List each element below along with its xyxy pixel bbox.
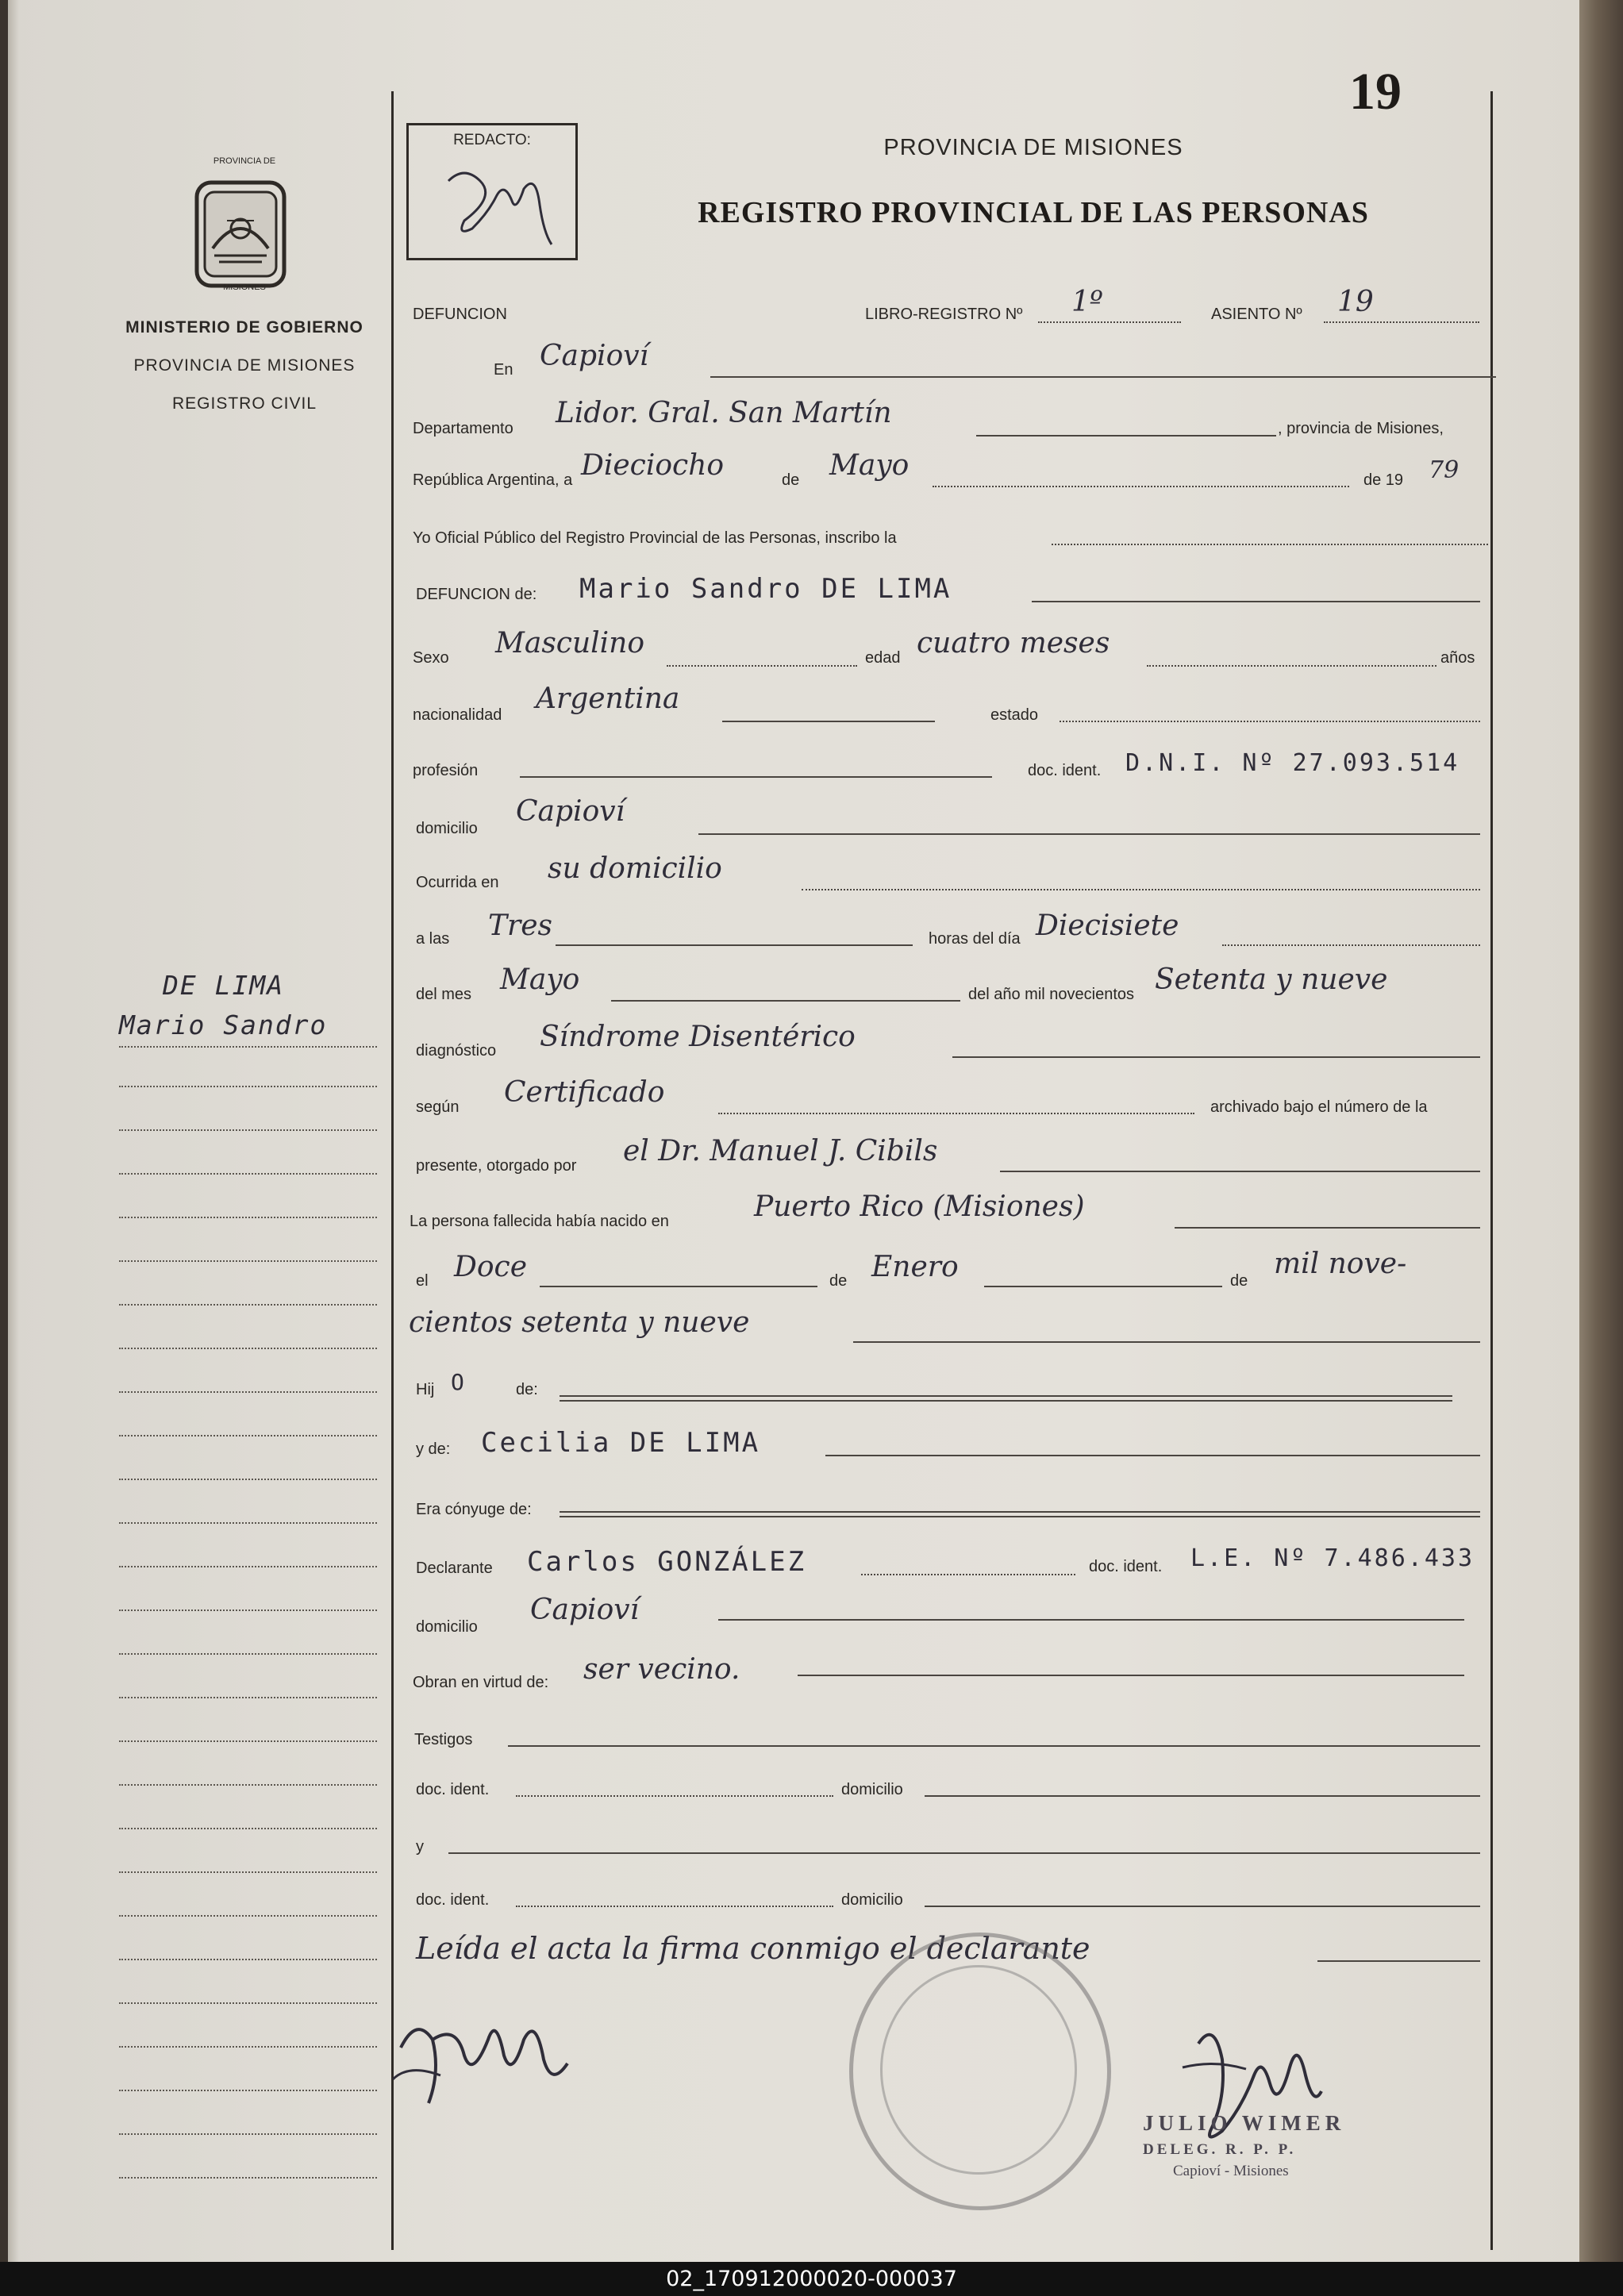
- margin-line: [119, 2090, 377, 2091]
- mes-fallecimiento-line: [611, 1000, 960, 1002]
- margin-line: [119, 1610, 377, 1611]
- deceased-name-value: Mario Sandro DE LIMA: [579, 573, 952, 605]
- testigo2-line: [448, 1852, 1480, 1854]
- madre-line: [825, 1455, 1480, 1456]
- sexo-line: [667, 665, 857, 667]
- file-caption: 02_170912000020-000037: [0, 2262, 1623, 2296]
- persona-nacido-label: La persona fallecida había nacido en: [410, 1213, 669, 1230]
- margin-line: [119, 2046, 377, 2048]
- margin-line: [119, 1086, 377, 1087]
- margin-line: [119, 2133, 377, 2135]
- margin-line: [119, 1348, 377, 1349]
- hora-value: Tres: [488, 910, 552, 942]
- testigos-line: [508, 1745, 1480, 1747]
- testigo2-doc-line: [516, 1906, 833, 1907]
- declarante-domicilio-line: [718, 1619, 1464, 1621]
- margin-line: [119, 2002, 377, 2004]
- de-label-3: de: [1230, 1272, 1248, 1290]
- stamp-inner-ring: [880, 1965, 1077, 2175]
- del-mes-label: del mes: [416, 986, 472, 1003]
- margin-line: [119, 1522, 377, 1524]
- yo-oficial-label: Yo Oficial Público del Registro Provincial de las Personas, inscribo la: [413, 529, 897, 547]
- lugar-nacimiento-value: Puerto Rico (Misiones): [754, 1190, 1085, 1223]
- edad-label: edad: [865, 649, 901, 667]
- margin-line: [119, 1046, 377, 1048]
- margin-given-names: Mario Sandro: [119, 1010, 328, 1040]
- declarante-label: Declarante: [416, 1560, 493, 1577]
- padre-line-2: [560, 1400, 1452, 1402]
- declarante-domicilio-label: domicilio: [416, 1618, 478, 1636]
- page-fold: [8, 0, 19, 2262]
- official-name: JULIO WIMER: [1143, 2111, 1346, 2135]
- margin-line: [119, 1217, 377, 1218]
- horas-dia-label: horas del día: [929, 930, 1021, 948]
- otorgado-line: [1000, 1171, 1480, 1172]
- testigos-label: Testigos: [414, 1731, 473, 1748]
- ocurrida-label: Ocurrida en: [416, 874, 499, 891]
- estado-line: [1060, 721, 1480, 722]
- diagnostico-line: [952, 1056, 1480, 1058]
- declarante-domicilio-value: Capioví: [530, 1594, 640, 1626]
- segun-line: [718, 1113, 1194, 1114]
- domicilio-value: Capioví: [516, 795, 625, 828]
- margin-line: [119, 1959, 377, 1960]
- conyuge-label: Era cónyuge de:: [416, 1501, 532, 1518]
- margin-line: [119, 1260, 377, 1262]
- declarante-value: Carlos GONZÁLEZ: [527, 1546, 807, 1578]
- nacionalidad-value: Argentina: [536, 683, 680, 715]
- edad-value: cuatro meses: [917, 627, 1110, 660]
- de-label: de: [782, 471, 800, 489]
- doc-ident-label: doc. ident.: [1028, 762, 1102, 779]
- madre-value: Cecilia DE LIMA: [481, 1427, 761, 1459]
- margin-line: [119, 1828, 377, 1829]
- asiento-value: 19: [1337, 286, 1374, 318]
- departamento-value: Lidor. Gral. San Martín: [556, 397, 892, 429]
- defuncion-de-label: DEFUNCION de:: [416, 586, 537, 603]
- nac-ano-1-value: mil nove-: [1274, 1248, 1407, 1280]
- mes-fallecimiento-value: Mayo: [500, 963, 580, 996]
- libro-line: [1038, 321, 1181, 323]
- conyuge-line: [560, 1511, 1480, 1513]
- padre-line: [560, 1395, 1452, 1397]
- conyuge-line-2: [560, 1516, 1480, 1517]
- profesion-line: [520, 776, 992, 778]
- redacto-box: [406, 123, 578, 260]
- province-crest-icon: [189, 173, 292, 296]
- declarante-doc-label: doc. ident.: [1089, 1558, 1163, 1575]
- margin-line: [119, 1391, 377, 1393]
- register-page: [8, 0, 1587, 2262]
- redacto-label: REDACTO:: [453, 132, 531, 148]
- testigo1-doc-line: [516, 1795, 833, 1797]
- departamento-label: Departamento: [413, 420, 513, 437]
- nac-dia-line: [540, 1286, 817, 1287]
- obran-line: [798, 1675, 1464, 1676]
- otorgado-value: el Dr. Manuel J. Cibils: [623, 1135, 938, 1167]
- official-title: DELEG. R. P. P.: [1143, 2141, 1297, 2158]
- asiento-label: ASIENTO Nº: [1211, 306, 1302, 323]
- page-number: 19: [1349, 63, 1402, 121]
- de-19-label: de 19: [1363, 471, 1404, 489]
- margin-line: [119, 1653, 377, 1655]
- presente-label: presente, otorgado por: [416, 1157, 577, 1175]
- lugar-nacimiento-line: [1175, 1227, 1480, 1229]
- diagnostico-label: diagnóstico: [416, 1042, 497, 1060]
- margin-line: [119, 1740, 377, 1742]
- declarante-doc-value: L.E. Nº 7.486.433: [1190, 1544, 1475, 1572]
- declarante-line: [861, 1574, 1075, 1575]
- hijo-label: Hij: [416, 1381, 435, 1398]
- en-label: En: [494, 361, 513, 379]
- registry-civil-label: REGISTRO CIVIL: [171, 394, 317, 413]
- departamento-line: [976, 435, 1276, 437]
- en-line: [710, 376, 1496, 378]
- dia-fallecimiento-value: Diecisiete: [1036, 910, 1179, 942]
- testigo2-domicilio-label: domicilio: [841, 1891, 903, 1909]
- ministry-label: MINISTERIO DE GOBIERNO: [125, 318, 363, 337]
- testigo1-domicilio-label: domicilio: [841, 1781, 903, 1798]
- en-value: Capioví: [540, 340, 649, 372]
- margin-line: [119, 1697, 377, 1698]
- estado-label: estado: [990, 706, 1039, 724]
- margin-line: [119, 1435, 377, 1436]
- registry-stamp: [849, 1933, 1111, 2210]
- yo-oficial-line: [1052, 544, 1488, 545]
- edad-line: [1147, 665, 1436, 667]
- margin-line: [119, 1173, 377, 1175]
- margin-surname: DE LIMA: [163, 970, 285, 1001]
- mes-value: Mayo: [829, 449, 910, 482]
- margin-line: [119, 2177, 377, 2179]
- margin-line: [119, 1304, 377, 1306]
- dia-fallecimiento-line: [1222, 944, 1480, 946]
- nac-ano-2-value: cientos setenta y nueve: [409, 1306, 750, 1339]
- ano-value: 79: [1429, 456, 1460, 484]
- closing-line: [1317, 1960, 1480, 1962]
- libro-label: LIBRO-REGISTRO Nº: [865, 306, 1023, 323]
- domicilio-line: [698, 833, 1480, 835]
- nacionalidad-line: [722, 721, 935, 722]
- margin-province-label: PROVINCIA DE MISIONES: [133, 356, 356, 375]
- hora-line: [556, 944, 913, 946]
- provincia-label: , provincia de Misiones,: [1278, 420, 1444, 437]
- margin-line: [119, 1871, 377, 1873]
- mes-line: [933, 486, 1349, 487]
- y-label: y: [416, 1838, 424, 1856]
- ocurrida-line: [802, 889, 1480, 890]
- header-registry: REGISTRO PROVINCIAL DE LAS PERSONAS: [698, 196, 1369, 229]
- sexo-label: Sexo: [413, 649, 449, 667]
- margin-line: [119, 1566, 377, 1567]
- right-border: [1490, 91, 1493, 2250]
- republica-label: República Argentina, a: [413, 471, 573, 489]
- doc-ident-value: D.N.I. Nº 27.093.514: [1125, 749, 1460, 777]
- diagnostico-value: Síndrome Disentérico: [540, 1021, 856, 1053]
- margin-line: [119, 1479, 377, 1480]
- hijo-de-label: de:: [516, 1381, 538, 1398]
- nacionalidad-label: nacionalidad: [413, 706, 502, 724]
- margin-line: [119, 1784, 377, 1786]
- a-las-label: a las: [416, 930, 450, 948]
- segun-label: según: [416, 1098, 460, 1116]
- book-edge: [1579, 0, 1623, 2262]
- declarant-signature-icon: [385, 1984, 575, 2119]
- margin-line: [119, 1915, 377, 1917]
- profesion-label: profesión: [413, 762, 479, 779]
- obran-label: Obran en virtud de:: [413, 1674, 549, 1691]
- segun-value: Certificado: [504, 1076, 665, 1109]
- testigo2-domicilio-line: [925, 1906, 1480, 1907]
- defuncion-label: DEFUNCION: [413, 306, 507, 323]
- sexo-value: Masculino: [495, 627, 645, 660]
- testigo2-doc-label: doc. ident.: [416, 1891, 490, 1909]
- archivado-label: archivado bajo el número de la: [1210, 1098, 1428, 1116]
- testigo1-domicilio-line: [925, 1795, 1480, 1797]
- el-label: el: [416, 1272, 429, 1290]
- closing-statement: Leída el acta la firma conmigo el declarante: [416, 1931, 1090, 1966]
- margin-line: [119, 1129, 377, 1131]
- crest-text-bottom: MISIONES: [223, 283, 266, 292]
- hijo-suffix-value: O: [451, 1369, 467, 1395]
- ano-fallecimiento-value: Setenta y nueve: [1155, 963, 1388, 996]
- crest-text-top: PROVINCIA DE: [213, 156, 276, 166]
- dia-value: Dieciocho: [581, 449, 725, 482]
- domicilio-label: domicilio: [416, 820, 478, 837]
- testigo1-doc-label: doc. ident.: [416, 1781, 490, 1798]
- obran-value: ser vecino.: [583, 1653, 740, 1686]
- deceased-name-line: [1032, 601, 1480, 602]
- y-de-label: y de:: [416, 1440, 451, 1458]
- column-divider: [391, 91, 394, 2250]
- anos-label: años: [1440, 649, 1475, 667]
- nac-mes-value: Enero: [871, 1251, 959, 1283]
- del-ano-label: del año mil novecientos: [968, 986, 1135, 1003]
- redactor-signature-icon: [433, 157, 560, 252]
- official-place: Capioví - Misiones: [1173, 2163, 1289, 2179]
- asiento-line: [1324, 321, 1479, 323]
- de-label-2: de: [829, 1272, 848, 1290]
- nac-mes-line: [984, 1286, 1222, 1287]
- header-province: PROVINCIA DE MISIONES: [883, 135, 1183, 160]
- libro-value: 1º: [1071, 286, 1103, 318]
- ocurrida-value: su domicilio: [548, 852, 722, 885]
- nac-ano-2-line: [853, 1341, 1480, 1343]
- nac-dia-value: Doce: [454, 1251, 528, 1283]
